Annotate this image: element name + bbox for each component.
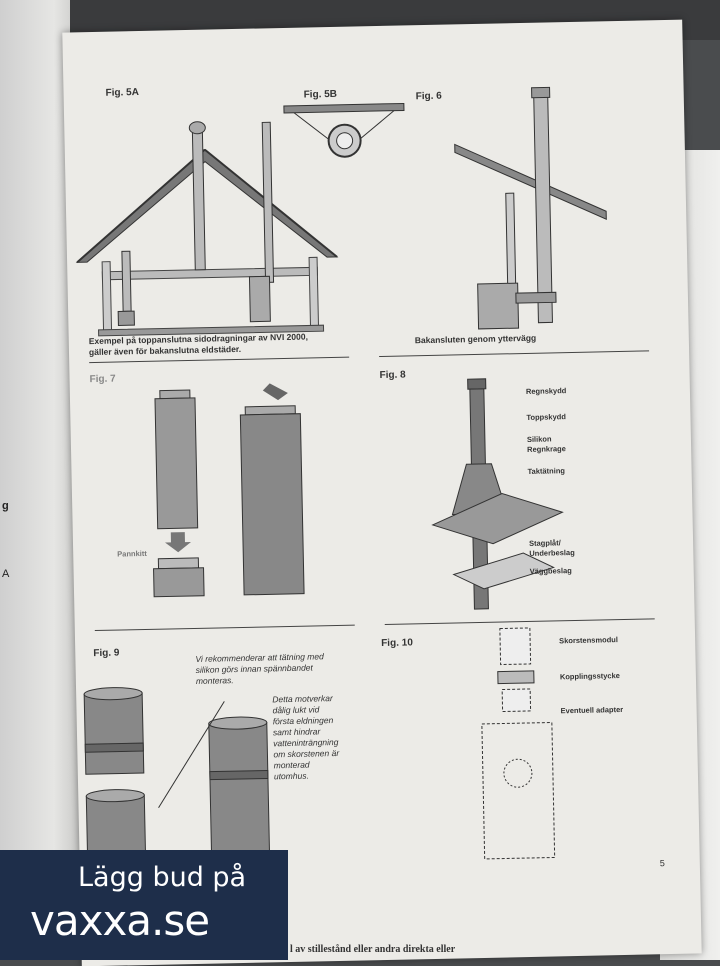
fig-9-note1-line: Vi rekommenderar att tätning med: [195, 651, 324, 664]
banner-line2: vaxxa.se: [30, 896, 210, 945]
fig-9-pipe-drawing: [84, 680, 278, 874]
fig-9-note1-line: monteras.: [195, 675, 234, 686]
divider: [379, 350, 649, 357]
fig-9-note2-line: Detta motverkar: [272, 693, 333, 705]
fig-5a-caption-line2: gäller även för bakanslutna eldstäder.: [88, 343, 242, 358]
fig-5a-caption-line1: Exempel på toppanslutna sidodragningar av NVI 2000,: [88, 331, 308, 347]
fig-8-callout-silikon: Silikon: [526, 434, 552, 444]
fig-10-stove-drawing: [475, 622, 570, 864]
fig-8-callout-taktatning: Taktätning: [527, 466, 566, 476]
fig-10-label: Fig. 10: [381, 637, 413, 650]
fig-9-note1-line: silikon görs innan spännbandet: [195, 662, 313, 675]
fig-6-label: Fig. 6: [415, 90, 442, 103]
fig-8-label: Fig. 8: [379, 369, 406, 382]
fig-9-note2-line: dålig lukt vid: [272, 704, 320, 716]
fig-5b-ceiling-drawing: [284, 103, 405, 165]
fig-6-wall-drawing: [443, 80, 648, 344]
fig-10-callout-adapter: Eventuell adapter: [560, 704, 624, 716]
divider: [89, 357, 349, 363]
fig-9-note2-line: första eldningen: [272, 715, 334, 727]
fig-10-callout-kopplingsstycke: Kopplingsstycke: [559, 671, 620, 682]
fig-9-note2-line: monterad: [273, 759, 310, 771]
fig-9-note2-line: om skorstenen är: [273, 747, 340, 760]
fig-7-label: Fig. 7: [89, 373, 116, 386]
fig-9-note2-line: samt hindrar: [272, 726, 321, 738]
fig-8-callout-stagplat: Stagplåt/: [528, 538, 561, 548]
fig-9-note2-line: vatteninträngning: [273, 736, 339, 749]
fig-8-roof-drawing: [430, 372, 595, 615]
page-number: 5: [659, 858, 665, 869]
manual-page: [62, 20, 701, 966]
fig-9-note2-line: utomhus.: [273, 770, 309, 782]
next-page-fragment: l av stillestånd eller andra direkta eller: [290, 944, 456, 955]
banner-line1: Lägg bud på: [78, 862, 247, 893]
fig-7-callout: Pannkitt: [117, 548, 147, 559]
fig-7-sealing-drawing: [150, 377, 335, 601]
fig-8-callout-toppskydd: Toppskydd: [526, 412, 566, 422]
fig-8-callout-vaggbeslag: Väggbeslag: [529, 566, 572, 576]
fig-8-callout-regnskydd: Regnskydd: [525, 386, 567, 396]
left-margin-fragment: A: [2, 568, 10, 580]
fig-8-callout-regnkrage: Regnkrage: [527, 444, 566, 454]
divider: [95, 625, 355, 631]
fig-6-caption: Bakansluten genom yttervägg: [414, 332, 537, 346]
fig-5a-label: Fig. 5A: [105, 87, 140, 99]
fig-9-label: Fig. 9: [93, 647, 120, 660]
left-margin-fragment: g: [2, 500, 9, 512]
fig-10-callout-skorstensmodul: Skorstensmodul: [559, 635, 618, 646]
fig-8-callout-underbeslag: Underbeslag: [529, 547, 575, 558]
fig-5b-label: Fig. 5B: [303, 88, 338, 101]
